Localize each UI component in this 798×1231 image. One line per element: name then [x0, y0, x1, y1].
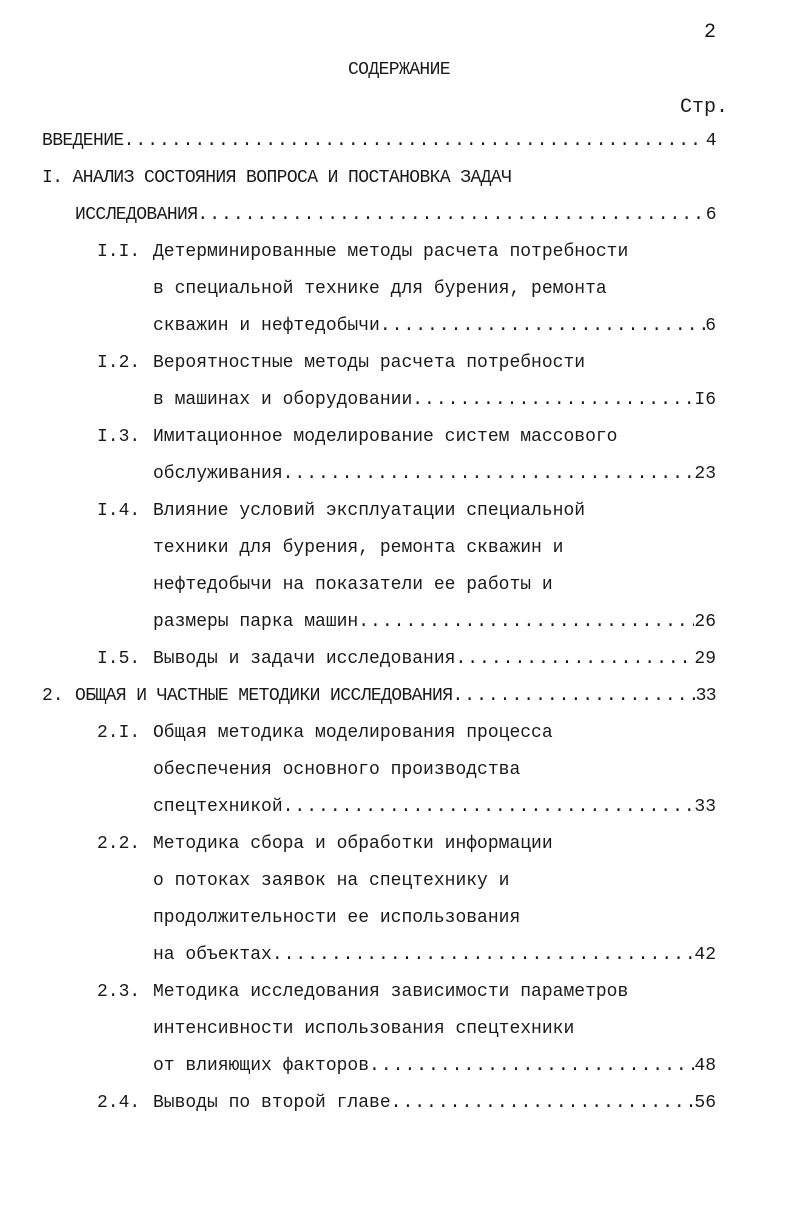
table-of-contents: [0, 123, 798, 1122]
pages-column-header: Стр.: [679, 96, 728, 119]
toc-entry-title: Выводы по второй главе: [153, 1093, 391, 1113]
toc-entry-1-4[interactable]: [0, 493, 798, 641]
page-number: 2: [703, 21, 716, 44]
dot-leader: [455, 641, 694, 678]
toc-entry-page: 23: [694, 464, 716, 484]
toc-entry-introduction[interactable]: [0, 123, 798, 160]
toc-entry-title: ВВЕДЕНИЕ: [42, 131, 124, 151]
toc-entry-title-cont: в машинах и оборудовании: [153, 390, 413, 410]
toc-title: СОДЕРЖАНИЕ: [347, 60, 451, 80]
toc-entry-page: 6: [705, 205, 716, 225]
toc-entry-page: 56: [694, 1093, 716, 1113]
dot-leader: [283, 456, 695, 493]
dot-leader: [412, 382, 694, 419]
dot-leader: [272, 937, 695, 974]
toc-entry-title: Методика исследования зависимости параметров: [153, 982, 629, 1002]
toc-entry-number: I.2.: [97, 353, 141, 373]
toc-entry-title-cont: обеспечения основного производства: [153, 760, 521, 780]
toc-entry-title: АНАЛИЗ СОСТОЯНИЯ ВОПРОСА И ПОСТАНОВКА ЗАДАЧ: [72, 168, 512, 188]
toc-entry-title-cont: продолжительности ее использования: [153, 908, 521, 928]
toc-entry-2-3[interactable]: [0, 974, 798, 1085]
toc-entry-page: 42: [694, 945, 716, 965]
toc-entry-page: 26: [694, 612, 716, 632]
dot-leader: [124, 123, 706, 160]
toc-entry-title: Вероятностные методы расчета потребности: [153, 353, 586, 373]
toc-entry-title: Влияние условий эксплуатации специальной: [153, 501, 586, 521]
toc-entry-chapter-2[interactable]: [0, 678, 798, 715]
toc-entry-title: Детерминированные методы расчета потребности: [153, 242, 629, 262]
toc-entry-1-3[interactable]: [0, 419, 798, 493]
toc-entry-title: Общая методика моделирования процесса: [153, 723, 553, 743]
toc-entry-title-cont: о потоках заявок на спецтехнику и: [153, 871, 510, 891]
toc-entry-1-2[interactable]: [0, 345, 798, 419]
toc-entry-1-5[interactable]: [0, 641, 798, 678]
toc-entry-title-cont: обслуживания: [153, 464, 283, 484]
toc-entry-number: 2.4.: [97, 1093, 141, 1113]
toc-entry-title-cont: на объектах: [153, 945, 272, 965]
toc-entry-2-2[interactable]: [0, 826, 798, 974]
toc-entry-title: Выводы и задачи исследования: [153, 649, 456, 669]
toc-entry-2-1[interactable]: [0, 715, 798, 826]
toc-entry-number: 2.I.: [97, 723, 141, 743]
toc-entry-number: I.3.: [97, 427, 141, 447]
toc-entry-number: 2.2.: [97, 834, 141, 854]
toc-entry-page: 48: [694, 1056, 716, 1076]
toc-entry-title: ОБЩАЯ И ЧАСТНЫЕ МЕТОДИКИ ИССЛЕДОВАНИЯ: [75, 686, 453, 706]
dot-leader: [197, 197, 705, 234]
toc-entry-title-cont: спецтехникой: [153, 797, 283, 817]
toc-entry-number: I.I.: [97, 242, 141, 262]
toc-entry-title-cont: ИССЛЕДОВАНИЯ: [75, 205, 198, 225]
toc-entry-1-1[interactable]: [0, 234, 798, 345]
toc-entry-title-cont: скважин и нефтедобычи: [153, 316, 380, 336]
toc-entry-page: 4: [705, 131, 716, 151]
toc-entry-title: Имитационное моделирование систем массового: [153, 427, 618, 447]
dot-leader: [358, 604, 694, 641]
toc-entry-number: I.5.: [97, 649, 141, 669]
toc-entry-title-cont: нефтедобычи на показатели ее работы и: [153, 575, 553, 595]
toc-entry-title: Методика сбора и обработки информации: [153, 834, 553, 854]
toc-entry-2-4[interactable]: [0, 1085, 798, 1122]
toc-entry-page: 33: [694, 797, 716, 817]
toc-entry-number: I.4.: [97, 501, 141, 521]
toc-entry-number: I.: [42, 168, 63, 188]
toc-entry-title-cont: интенсивности использования спецтехники: [153, 1019, 575, 1039]
dot-leader: [369, 1048, 694, 1085]
toc-entry-title-cont: от влияющих факторов: [153, 1056, 370, 1076]
toc-entry-page: 6: [705, 316, 716, 336]
toc-entry-number: 2.: [42, 686, 64, 706]
dot-leader: [283, 789, 695, 826]
toc-entry-page: I6: [694, 390, 716, 410]
toc-entry-chapter-1[interactable]: [0, 160, 798, 234]
dot-leader: [380, 308, 705, 345]
toc-entry-page: 29: [694, 649, 716, 669]
toc-entry-number: 2.3.: [97, 982, 141, 1002]
toc-entry-title-cont: техники для бурения, ремонта скважин и: [153, 538, 564, 558]
dot-leader: [452, 678, 695, 715]
toc-entry-title-cont: в специальной технике для бурения, ремонта: [153, 279, 607, 299]
toc-entry-title-cont: размеры парка машин: [153, 612, 359, 632]
dot-leader: [391, 1085, 695, 1122]
toc-entry-page: 33: [695, 686, 716, 706]
